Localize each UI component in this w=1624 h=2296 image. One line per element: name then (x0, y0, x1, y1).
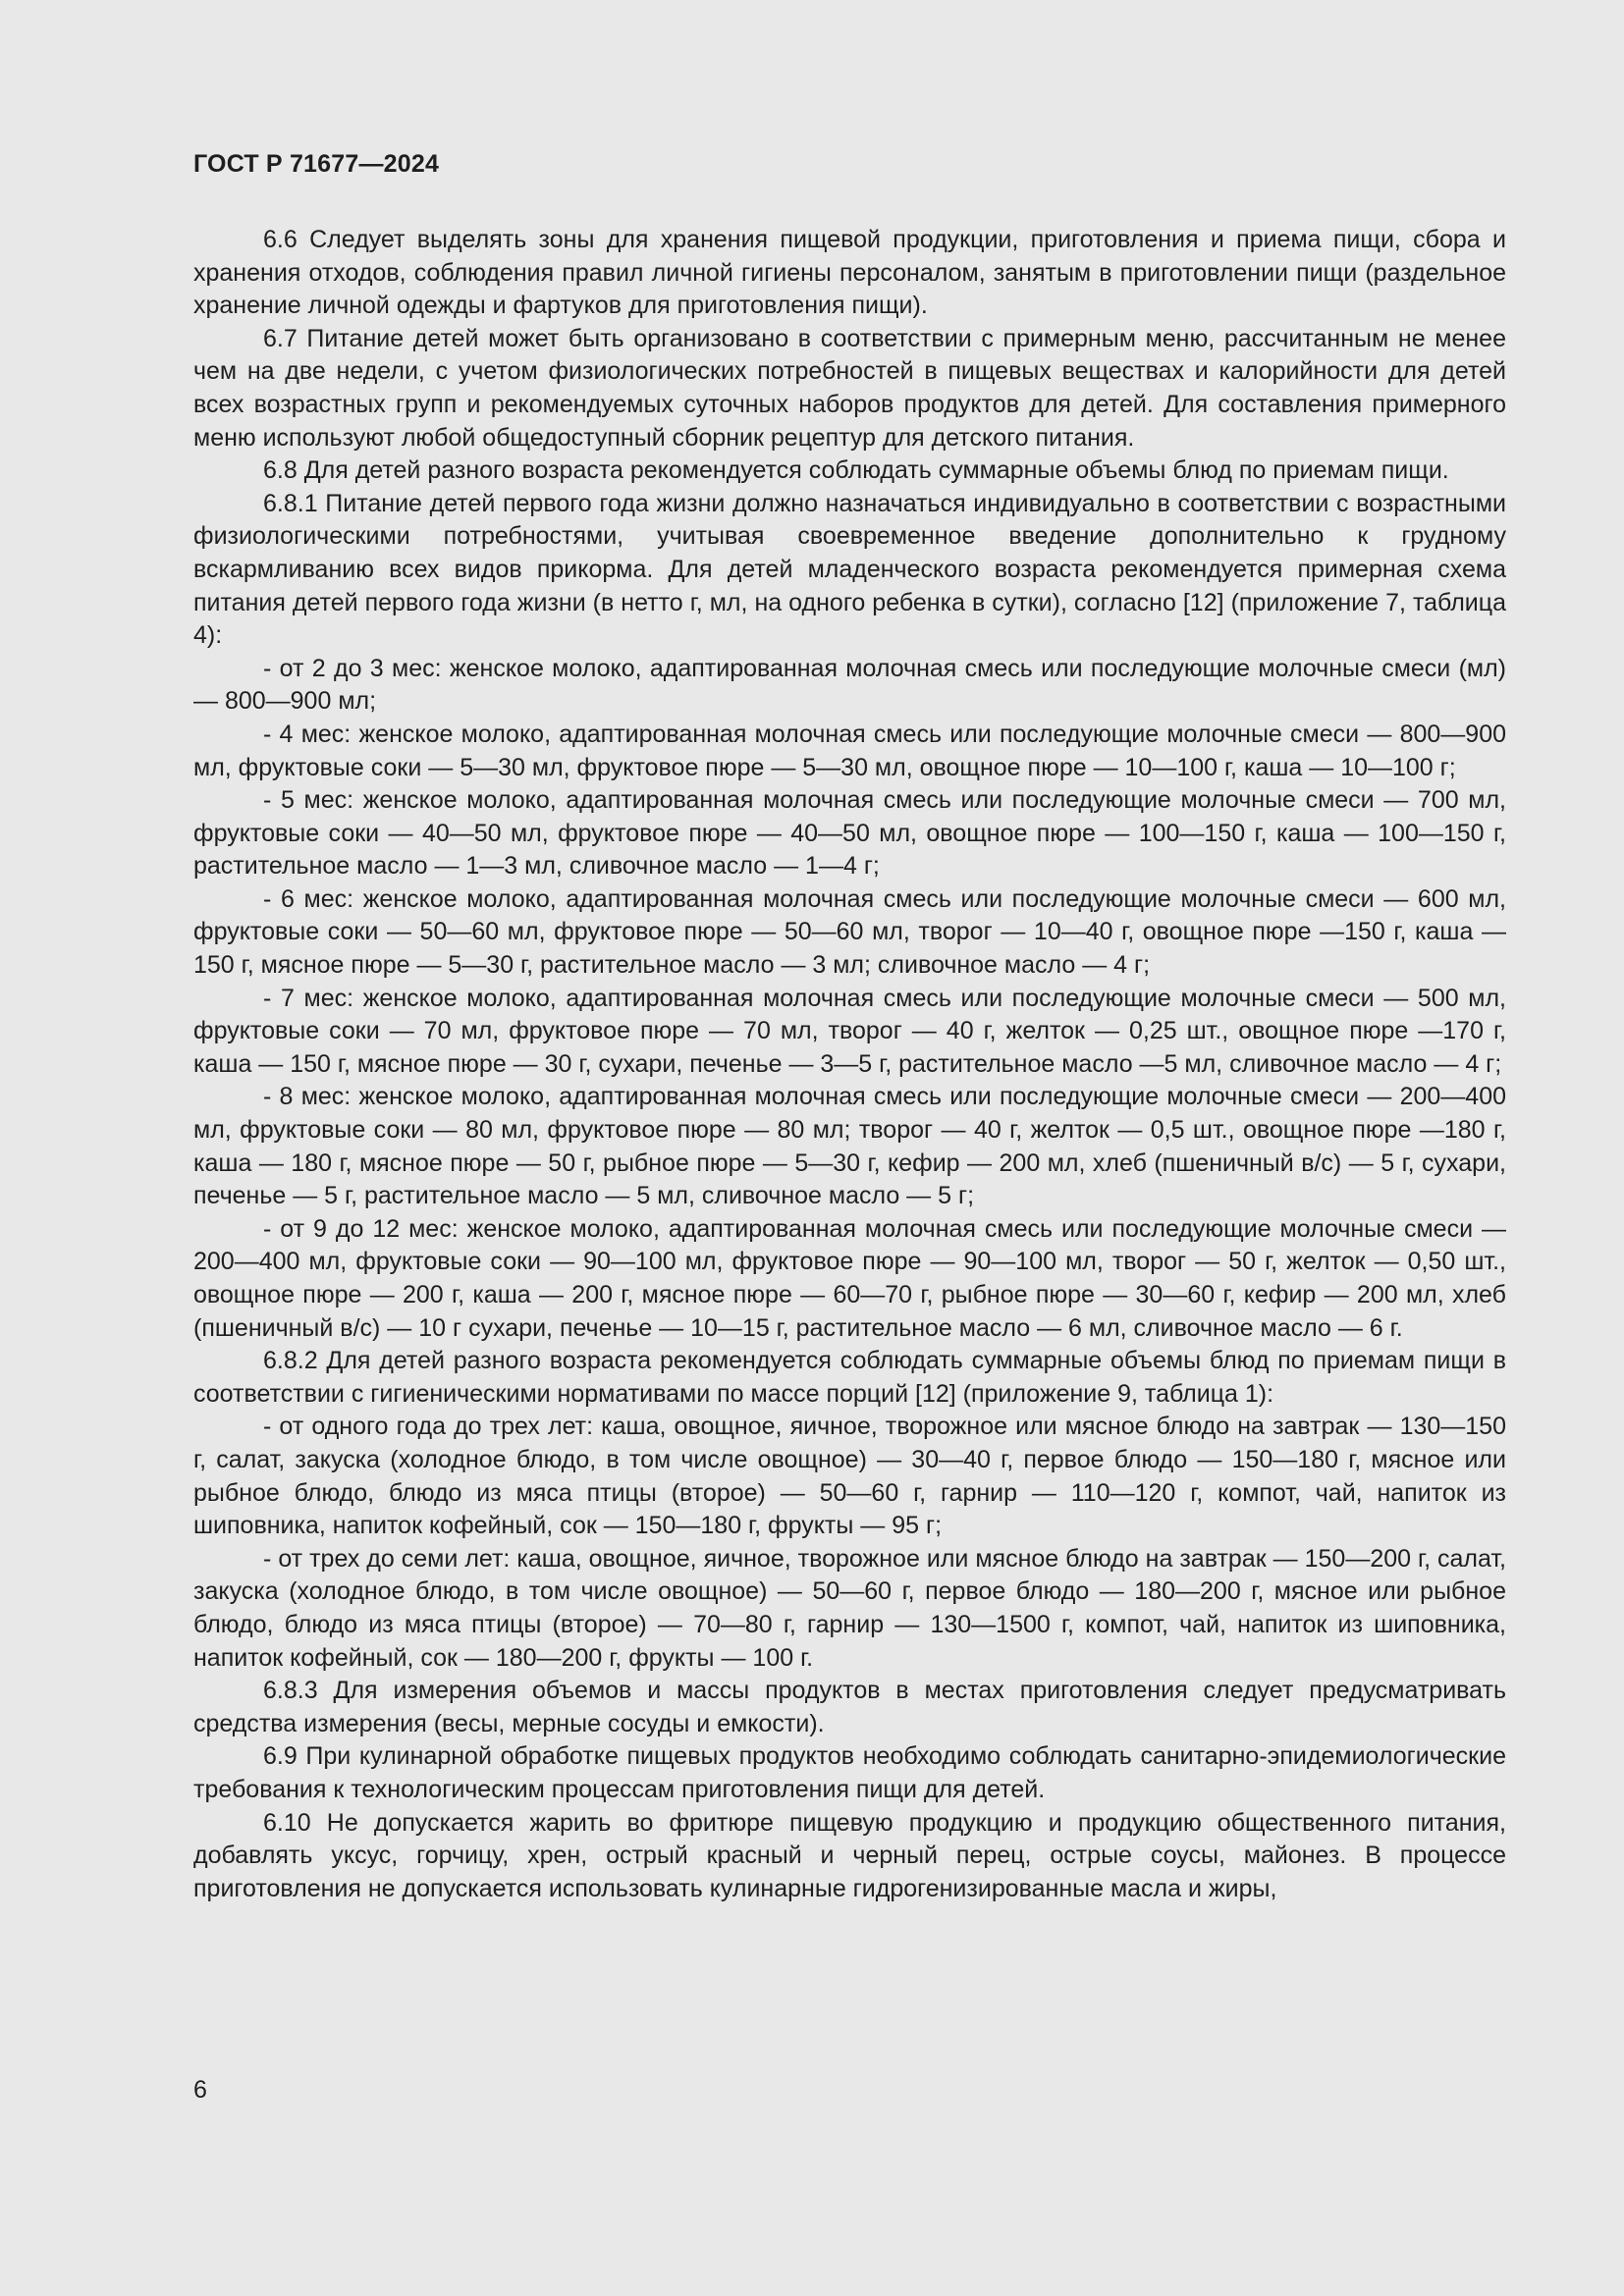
list-item-3-7-years: - от трех до семи лет: каша, овощное, яичное, творожное или мясное блюдо на завтрак — 150—200 г, салат, закуска (холодное блюдо, в том числе овощное) — 50—60 г, первое блюдо — 180—200 г, мясное или рыбное блюдо, блюдо из мяса птицы (второе) — 70—80 г, гарнир — 130—1500 г, компот, чай, напиток из шиповника, напиток кофейный, сок — 180—200 г, фрукты — 100 г. (193, 1544, 1506, 1672)
document-body (193, 224, 1506, 1905)
paragraph-6-6: 6.6 Следует выделять зоны для хранения пищевой продукции, приготовления и приема пищи, сбора и хранения отходов, соблюдения правил личной гигиены персоналом, занятым в приготовлении пищи (раздельное хранение личной одежды и фартуков для приготовления пищи). (193, 226, 1506, 320)
paragraph-6-9: 6.9 При кулинарной обработке пищевых продуктов необходимо соблюдать санитарно-эпидемиологические требования к технологическим процессам приготовления пищи для детей. (193, 1742, 1506, 1803)
page-number: 6 (193, 2076, 207, 2104)
paragraph-6-10: 6.10 Не допускается жарить во фритюре пищевую продукцию и продукцию общественного питания, добавлять уксус, горчицу, хрен, острый красный и черный перец, острые соусы, майонез. В процессе приготовления не допускается использовать кулинарные гидрогенизированные масла и жиры, (193, 1808, 1506, 1902)
list-item-7-months: - 7 мес: женское молоко, адаптированная молочная смесь или последующие молочные смеси — 500 мл, фруктовые соки — 70 мл, фруктовое пюре — 70 мл, творог — 40 г, желток — 0,25 шт., овощное пюре —170 г, каша — 150 г, мясное пюре — 30 г, сухари, печенье — 3—5 г, растительное масло —5 мл, сливочное масло — 4 г; (193, 984, 1506, 1078)
list-item-6-months: - 6 мес: женское молоко, адаптированная молочная смесь или последующие молочные смеси — 600 мл, фруктовые соки — 50—60 мл, фруктовое пюре — 50—60 мл, творог — 10—40 г, овощное пюре —150 г, каша — 150 г, мясное пюре — 5—30 г, растительное масло — 3 мл; сливочное масло — 4 г; (193, 884, 1506, 980)
paragraph-6-8-3: 6.8.3 Для измерения объемов и массы продуктов в местах приготовления следует предусматривать средства измерения (весы, мерные сосуды и емкости). (193, 1677, 1506, 1737)
list-item-9-12-months: - от 9 до 12 мес: женское молоко, адаптированная молочная смесь или последующие молочные смеси — 200—400 мл, фруктовые соки — 90—100 мл, фруктовое пюре — 90—100 мл, творог — 50 г, желток — 0,50 шт., овощное пюре — 200 г, каша — 200 г, мясное пюре — 60—70 г, рыбное пюре — 30—60 г, кефир — 200 мл, хлеб (пшеничный в/с) — 10 г сухари, печенье — 10—15 г, растительное масло — 6 мл, сливочное масло — 6 г. (193, 1214, 1506, 1342)
list-item-5-months: - 5 мес: женское молоко, адаптированная молочная смесь или последующие молочные смеси — 700 мл, фруктовые соки — 40—50 мл, фруктовое пюре — 40—50 мл, овощное пюре — 100—150 г, каша — 100—150 г, растительное масло — 1—3 мл, сливочное масло — 1—4 г; (193, 786, 1506, 881)
paragraph-6-7: 6.7 Питание детей может быть организовано в соответствии с примерным меню, рассчитанным не менее чем на две недели, с учетом физиологических потребностей в пищевых веществах и калорийности для детей всех возрастных групп и рекомендуемых суточных наборов продуктов для детей. Для составления примерного меню используют любой общедоступный сборник рецептур для детского питания. (193, 324, 1506, 452)
document-header: ГОСТ Р 71677—2024 (193, 150, 440, 178)
list-item-8-months: - 8 мес: женское молоко, адаптированная молочная смесь или последующие молочные смеси — 200—400 мл, фруктовые соки — 80 мл, фруктовое пюре — 80 мл; творог — 40 г, желток — 0,5 шт., овощное пюре —180 г, каша — 180 г, мясное пюре — 50 г, рыбное пюре — 5—30 г, кефир — 200 мл, хлеб (пшеничный в/с) — 5 г, сухари, печенье — 5 г, растительное масло — 5 мл, сливочное масло — 5 г; (193, 1083, 1506, 1210)
list-item-1-3-years: - от одного года до трех лет: каша, овощное, яичное, творожное или мясное блюдо на завтрак — 130—150 г, салат, закуска (холодное блюдо, в том числе овощное) — 30—40 г, первое блюдо — 150—180 г, мясное или рыбное блюдо, блюдо из мяса птицы (второе) — 50—60 г, гарнир — 110—120 г, компот, чай, напиток из шиповника, напиток кофейный, сок — 150—180 г, фрукты — 95 г; (193, 1413, 1506, 1540)
paragraph-6-8-2: 6.8.2 Для детей разного возраста рекомендуется соблюдать суммарные объемы блюд по приемам пищи в соответствии с гигиеническими нормативами по массе порций [12] (приложение 9, таблица 1): (193, 1347, 1506, 1408)
paragraph-6-8-1: 6.8.1 Питание детей первого года жизни должно назначаться индивидуально в соответствии с возрастными физиологическими потребностями, учитывая своевременное введение дополнительно к грудному вскармливанию всех видов прикорма. Для детей младенческого возраста рекомендуется примерная схема питания детей первого года жизни (в нетто г, мл, на одного ребенка в сутки), согласно [12] (приложение 7, таблица 4): (193, 489, 1506, 650)
list-item-4-months: - 4 мес: женское молоко, адаптированная молочная смесь или последующие молочные смеси — 800—900 мл, фруктовые соки — 5—30 мл, фруктовое пюре — 5—30 мл, овощное пюре — 10—100 г, каша — 10—100 г; (193, 720, 1506, 781)
paragraph-6-8: 6.8 Для детей разного возраста рекомендуется соблюдать суммарные объемы блюд по приемам пищи. (263, 456, 1449, 485)
list-item-2-3-months: - от 2 до 3 мес: женское молоко, адаптированная молочная смесь или последующие молочные смеси (мл) — 800—900 мл; (193, 654, 1506, 716)
